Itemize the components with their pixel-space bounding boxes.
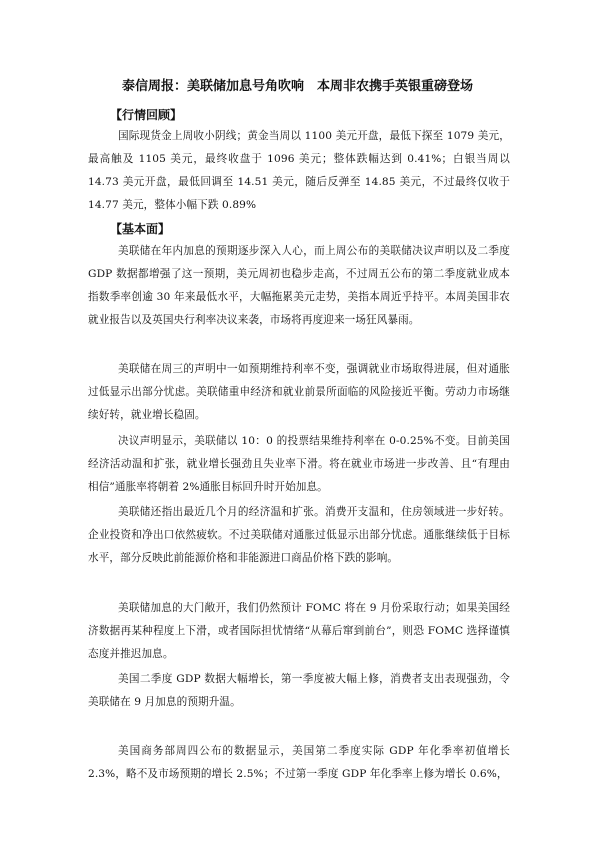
paragraph-fundamentals-7: 美国商务部周四公布的数据显示，美国第二季度实际 GDP 年化季率初值增长 2.3%，略不及市场预期的增长 2.5%；不过第一季度 GDP 年化季率上修为增长 0.6%， [88,745,510,780]
paragraph-fundamentals-6: 美国二季度 GDP 数据大幅增长，第一季度被大幅上修，消费者支出表现强劲，令美联储在 9 月加息的预期升温。 [88,673,510,708]
paragraph-fundamentals-3: 决议声明显示，美联储以 10：0 的投票结果维持利率在 0-0.25%不变。目前美国经济活动温和扩张，就业增长强劲且失业率下滑。将在就业市场进一步改善、且“有理由相信”通胀率将朝着 2%通胀目标回升时开始加息。 [88,435,510,493]
paragraph-fundamentals-4: 美联储还指出最近几个月的经济温和扩张。消费开支温和，住房领域进一步好转。企业投资和净出口依然疲软。不过美联储对通胀过低显示出部分忧虑。通胀继续低于目标水平，部分反映此前能源价格和非能源进口商品价格下跌的影响。 [88,506,510,564]
paragraph-fundamentals-1: 美联储在年内加息的预期逐步深入人心，而上周公布的美联储决议声明以及二季度 GDP 数据都增强了这一预期，美元周初也稳步走高，不过周五公布的第二季度就业成本指数季率创逾 30 年来最低水平，大幅拖累美元走势，美指本周近乎持平。本周美国非农就业报告以及英国央行利率决议来袭，市场将再度迎来一场狂风暴雨。 [88,245,510,326]
report-title: 泰信周报：美联储加息号角吹响 本周非农携手英银重磅登场 [121,79,473,94]
paragraph-fundamentals-5: 美联储加息的大门敞开，我们仍然预计 FOMC 将在 9 月份采取行动；如果美国经济数据再某种程度上下滑，或者国际担忧情绪“从幕后窜到前台”，则恐 FOMC 选择谨慎态度并推迟加息。 [88,602,510,660]
paragraph-fundamentals-2: 美联储在周三的声明中一如预期维持利率不变，强调就业市场取得进展，但对通胀过低显示出部分忧虑。美联储重申经济和就业前景所面临的风险接近平衡。劳动力市场继续好转，就业增长稳固。 [88,363,510,421]
section-heading-market-review: 【行情回顾】 [110,108,183,122]
paragraph-market-review: 国际现货金上周收小阴线；黄金当周以 1100 美元开盘，最低下探至 1079 美元，最高触及 1105 美元，最终收盘于 1096 美元；整体跌幅达到 0.41%；白银当周以 14.73 美元开盘，最低回调至 14.51 美元，随后反弹至 14.85 美元，不过最终仅收于 14.77 美元，整体小幅下跌 0.89% [88,130,510,211]
section-heading-fundamentals: 【基本面】 [110,222,171,236]
